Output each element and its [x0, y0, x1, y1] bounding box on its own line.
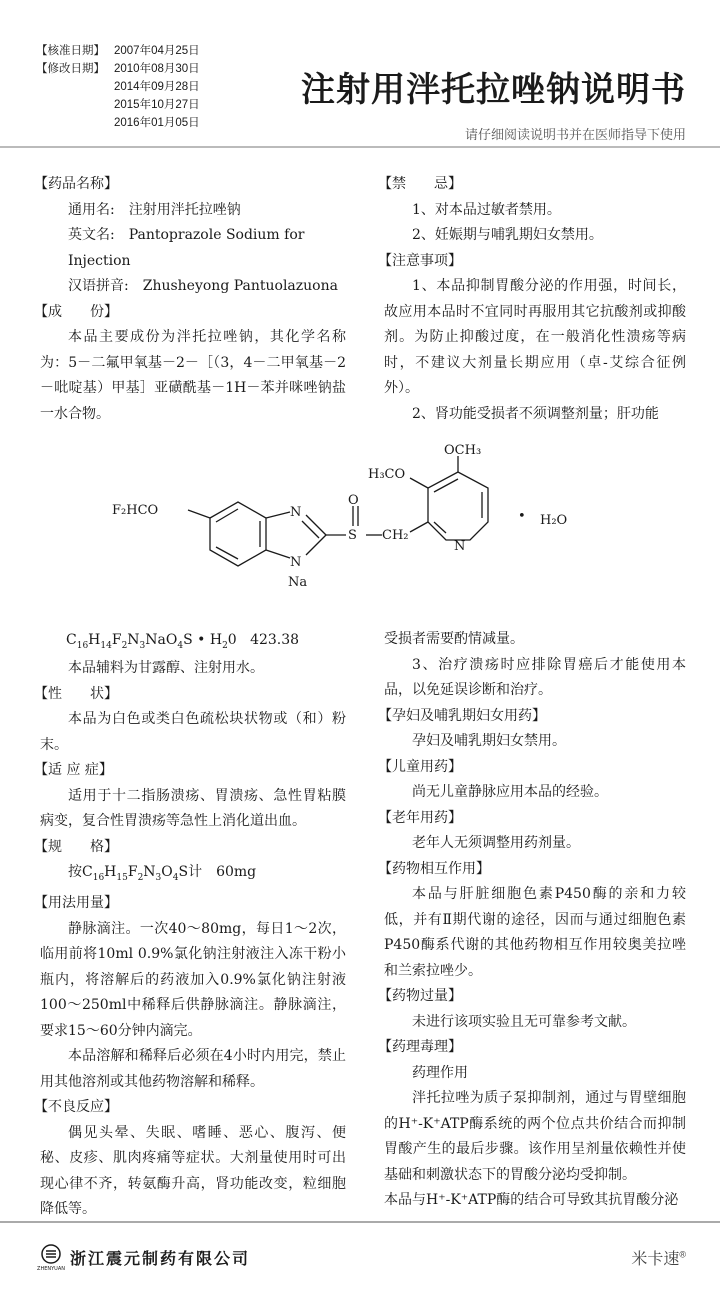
chemical-structure — [110, 440, 610, 610]
section-heading: 【成 份】 — [34, 303, 118, 320]
english-name: 英文名: Pantoprazole Sodium for Injection — [68, 227, 305, 269]
na-label: Na — [288, 575, 308, 590]
left-column-top — [34, 172, 346, 427]
reading-hint: 请仔细阅读说明书并在医师指导下使用 — [464, 127, 686, 142]
section-heading: 【药物过量】 — [378, 988, 462, 1004]
oxygen-label: O — [348, 493, 359, 508]
section-heading: 【儿童用药】 — [378, 758, 462, 775]
overdose-text: 未进行该项实验且无可靠参考文献。 — [412, 1013, 636, 1030]
caution-text: 3、治疗溃疡时应排除胃癌后才能使用本品，以免延误诊断和治疗。 — [384, 656, 686, 698]
section-heading: 【药品名称】 — [34, 176, 118, 192]
pyridine-n-label: N — [454, 539, 466, 554]
excipient-text: 本品辅料为甘露醇、注射用水。 — [68, 660, 264, 676]
pinyin-name: 汉语拼音: Zhusheyong Pantuolazuona — [68, 278, 338, 294]
specification-text: 按$C_{16}H_{15}F_2N_3O_4S$计 60mg — [68, 864, 257, 883]
pediatric-text: 尚无儿童静脉应用本品的经验。 — [412, 784, 608, 800]
section-heading: 【规 格】 — [34, 838, 118, 855]
revision-date: 2016年01月05日 — [114, 117, 200, 129]
approval-date: 2007年04月25日 — [114, 45, 200, 57]
revision-date-label: 【修改日期】 — [36, 63, 105, 75]
section-heading: 【适 应 症】 — [34, 762, 113, 778]
molecular-formula: $C_{16}H_{14}F_2N_3NaO_4S$ • $H_20$ 423.38 — [66, 632, 300, 651]
geriatric-text: 老年人无须调整用药剂量。 — [412, 835, 580, 851]
header-divider — [0, 146, 720, 148]
h3co-label: H₃CO — [368, 467, 406, 482]
characteristics-text: 本品为白色或类白色疏松块状物或（和）粉末。 — [40, 711, 346, 753]
caution-text: 受损者需要酌情减量。 — [384, 631, 524, 647]
pharmacology-subheading: 药理作用 — [412, 1064, 468, 1081]
molecular-weight: 423.38 — [250, 632, 300, 648]
section-heading: 【注意事项】 — [378, 252, 462, 269]
sulfur-label: S — [348, 528, 357, 543]
svg-text:ZHENYUAN: ZHENYUAN — [37, 1266, 65, 1272]
section-heading: 【禁 忌】 — [378, 176, 462, 192]
n-bottom-label: N — [290, 555, 302, 570]
revision-date: 2014年09月28日 — [114, 81, 200, 93]
section-heading: 【药物相互作用】 — [378, 860, 490, 877]
contraindication-item: 1、对本品过敏者禁用。 — [412, 201, 561, 218]
n-top-label: N — [290, 505, 302, 520]
interactions-text: 本品与肝脏细胞色素P450酶的亲和力较低，并有Ⅱ期代谢的途径，因而与通过细胞色素P450酶系代谢的其他药物相互作用较奥美拉唑和兰索拉唑少。 — [384, 886, 686, 979]
indications-text: 适用于十二指肠溃疡、胃溃疡、急性胃粘膜病变，复合性胃溃疡等急性上消化道出血。 — [40, 787, 346, 829]
footer-divider — [0, 1221, 720, 1223]
section-heading: 【孕妇及哺乳期妇女用药】 — [378, 707, 546, 724]
generic-name: 通用名: 注射用泮托拉唑钠 — [68, 201, 241, 218]
revision-date: 2010年08月30日 — [114, 63, 200, 75]
document-title: 注射用泮托拉唑钠说明书 — [301, 70, 686, 110]
company-name: 浙江震元制药有限公司 — [70, 1249, 251, 1268]
composition-text: 本品主要成份为泮托拉唑钠，其化学名称为：5－二氟甲氧基－2－［（3，4－二甲氧基－2－吡啶基）甲基］亚磺酰基－1H－苯并咪唑钠盐一水合物。 — [40, 329, 346, 422]
ch2-label: CH₂ — [382, 528, 409, 543]
revision-date: 2015年10月27日 — [114, 99, 200, 111]
right-column-bottom — [378, 627, 686, 1214]
caution-text: 1、本品抑制胃酸分泌的作用强，时间长，故应用本品时不宜同时再服用其它抗酸剂或抑酸剂。为防止抑酸过度，在一般消化性溃疡等病时，不建议大剂量长期应用（卓-艾综合征例外）。 — [384, 278, 686, 396]
left-column-bottom — [34, 656, 346, 1223]
section-heading: 【药理毒理】 — [378, 1039, 462, 1055]
right-column-top — [378, 172, 686, 427]
pharmacology-text: 泮托拉唑为质子泵抑制剂，通过与胃壁细胞的H⁺-K⁺ATP酶系统的两个位点共价结合而抑制胃酸产生的最后步骤。该作用呈剂量依赖性并使基础和刺激状态下的胃酸分泌均受抑制。 — [384, 1090, 686, 1183]
adverse-reactions-text: 偶见头晕、失眠、嗜睡、恶心、腹泻、便秘、皮疹、肌肉疼痛等症状。大剂量使用时可出现心律不齐，转氨酶升高，肾功能改变，粒细胞降低等。 — [40, 1124, 346, 1218]
hydrate-dot: • — [518, 509, 526, 524]
company-logo-icon — [36, 1242, 66, 1272]
water-label: H₂O — [540, 513, 568, 528]
section-heading: 【性 状】 — [34, 685, 118, 702]
watermark: 米卡速® — [631, 1249, 686, 1268]
section-heading: 【老年用药】 — [378, 809, 462, 826]
pharmacology-text: 本品与H⁺-K⁺ATP酶的结合可导致其抗胃酸分泌 — [384, 1192, 679, 1208]
section-heading: 【不良反应】 — [34, 1099, 118, 1116]
dosage-text: 静脉滴注。一次40～80mg，每日1～2次，临用前将10ml 0.9%氯化钠注射液注入冻干粉小瓶内，将溶解后的药液加入0.9%氯化钠注射液100～250ml中稀释后供静脉滴注。静脉滴注，要求15～60分钟内滴完。 — [40, 920, 346, 1039]
pregnancy-text: 孕妇及哺乳期妇女禁用。 — [412, 733, 566, 749]
section-heading: 【用法用量】 — [34, 895, 118, 912]
f2hco-label: F₂HCO — [112, 503, 159, 518]
dosage-text: 本品溶解和稀释后必须在4小时内用完，禁止用其他溶剂或其他药物溶解和稀释。 — [40, 1048, 346, 1090]
contraindication-item: 2、妊娠期与哺乳期妇女禁用。 — [412, 227, 603, 243]
och3-label: OCH₃ — [444, 443, 482, 458]
approval-date-label: 【核准日期】 — [36, 45, 105, 57]
date-block — [36, 42, 200, 132]
caution-text: 2、肾功能受损者不须调整剂量；肝功能 — [412, 405, 659, 422]
